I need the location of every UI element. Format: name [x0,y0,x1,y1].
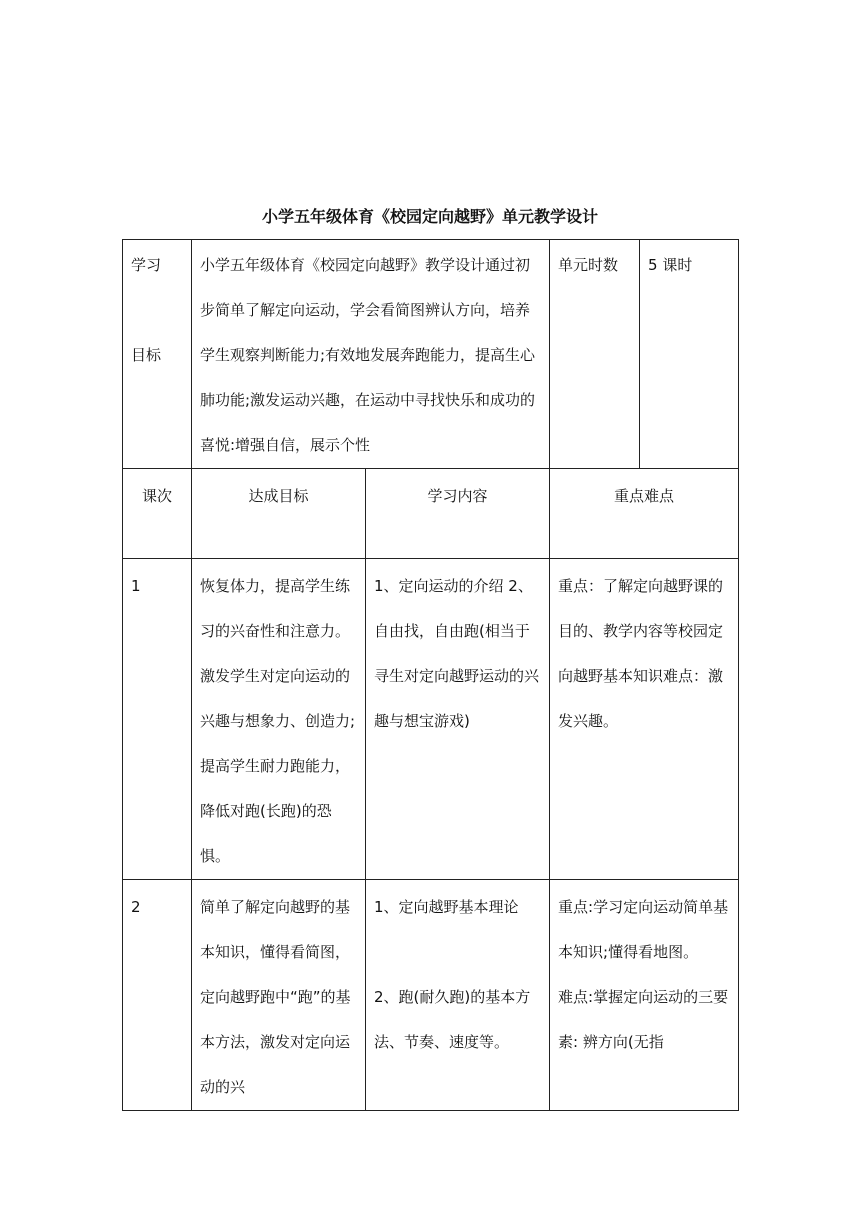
header-content: 学习内容 [366,469,550,559]
header-lesson: 课次 [123,469,192,559]
lesson-number-cell: 2 [123,880,192,1111]
lesson-key-points-cell: 重点:学习定向运动简单基本知识;懂得看地图。 难点:掌握定向运动的三要素: 辨方向(无指 [550,880,739,1111]
header-key-points: 重点难点 [550,469,739,559]
lesson-goal-cell: 简单了解定向越野的基本知识，懂得看简图，定向越野跑中“跑”的基本方法，激发对定向运动的兴 [192,880,366,1111]
lesson-content-cell: 1、定向运动的介绍 2、自由找，自由跑(相当于寻生对定向越野运动的兴趣与想宝游戏) [366,559,550,880]
header-goal: 达成目标 [192,469,366,559]
goal-label-cell: 学习 目标 [123,240,192,469]
lesson-number-cell: 1 [123,559,192,880]
header-row [123,469,739,559]
table-row [123,880,739,1111]
document-title: 小学五年级体育《校园定向越野》单元教学设计 [261,207,598,226]
goal-text-cell: 小学五年级体育《校园定向越野》教学设计通过初步简单了解定向运动，学会看简图辨认方向，培养学生观察判断能力;有效地发展奔跑能力，提高生心肺功能;激发运动兴趣，在运动中寻找快乐和成功的喜悦:增强自信，展示个性 [192,240,550,469]
lesson-content-cell: 1、定向越野基本理论 2、跑(耐久跑)的基本方法、节奏、速度等。 [366,880,550,1111]
unit-hours-value-cell: 5 课时 [640,240,739,469]
goal-row [123,240,739,469]
lesson-key-points-cell: 重点：了解定向越野课的目的、教学内容等校园定向越野基本知识难点：激发兴趣。 [550,559,739,880]
lesson-goal-cell: 恢复体力，提高学生练习的兴奋性和注意力。激发学生对定向运动的兴趣与想象力、创造力;提高学生耐力跑能力，降低对跑(长跑)的恐惧。 [192,559,366,880]
unit-hours-label-cell: 单元时数 [550,240,640,469]
table-row [123,559,739,880]
lesson-plan-table [122,239,739,1111]
